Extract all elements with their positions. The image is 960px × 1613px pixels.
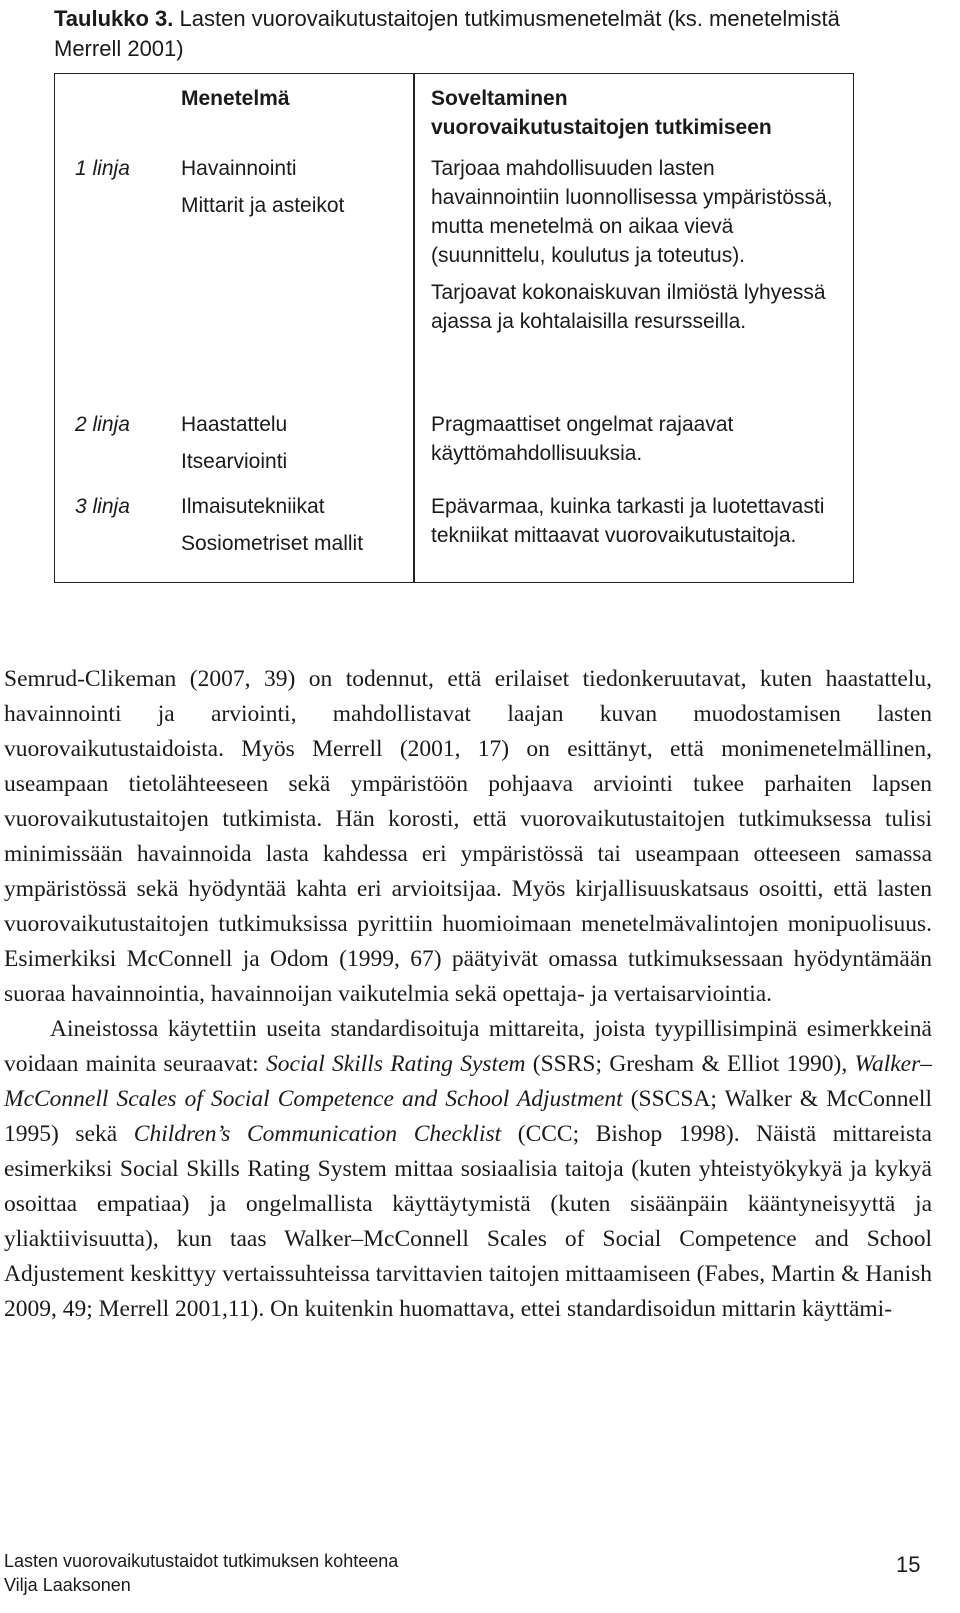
row1-description-1: Tarjoaa mahdollisuuden lasten havainnointiin luonnollisessa ympäristössä, mutta menetelmä on aikaa vievä (suunnittelu, koulutus ja toteutus). [431,157,833,267]
header-application-line1: Soveltaminen [431,87,568,110]
column-divider [413,73,415,583]
row1-descriptions [431,154,841,344]
caption-text: Lasten vuorovaikutustaitojen tutkimusmenetelmät (ks. menetelmistä Merrell 2001) [54,6,840,61]
title-ccc: Children’s Communication Checklist [133,1121,502,1147]
page-footer [4,1549,398,1597]
title-ssrs: Social Skills Rating System [266,1051,526,1077]
footer-author: Vilja Laaksonen [4,1575,131,1595]
row3-methods [181,492,411,558]
row2-methods [181,410,411,476]
header-application [431,84,841,142]
row1-methods [181,154,411,220]
header-application-line2: vuorovaikutustaitojen tutkimiseen [431,116,772,139]
row1-method-2: Mittarit ja asteikot [181,194,345,217]
row2-line-label: 2 linja [75,413,130,436]
row3-descriptions [431,492,841,558]
paragraph-1: Semrud-Clikeman (2007, 39) on todennut, että erilaiset tiedonkeruutavat, kuten haastattelu, havainnointi ja arviointi, mahdollistavat laajan kuvan muodostamisen lasten vuorovaikutustaidoista. Myös Merrell (2001, 17) on esittänyt, että monimenetelmällinen, useampaan tietolähteeseen sekä ympäristöön pohjaava arviointi tukee parhaiten lapsen vuorovaikutustaitojen tutkimista. Hän korosti, että vuorovaikutustaitojen tutkimuksessa tulisi minimissään havainnoida lasta kahdessa eri ympäristössä tai useampaan otteeseen samassa ympäristössä sekä hyödyntää kahta eri arvioitsijaa. Myös kirjallisuuskatsaus osoitti, että lasten vuorovaikutustaitojen tutkimuksissa pyrittiin huomioimaan menetelmävalintojen monipuolisuus. Esimerkiksi McConnell ja Odom (1999, 67) päätyivät omassa tutkimuksessaan hyödyntämään suoraa havainnointia, havainnoijan vaikutelmia sekä opettaja- ja vertaisarviointia. [4,666,932,1007]
row1-description-2: Tarjoavat kokonaiskuvan ilmiöstä lyhyessä ajassa ja kohtalaisilla resursseilla. [431,281,826,333]
footer-title: Lasten vuorovaikutustaidot tutkimuksen kohteena [4,1551,399,1571]
row3-description-1: Epävarmaa, kuinka tarkasti ja luotettavasti tekniikat mittaavat vuorovaikutustaitoja. [431,495,825,547]
row3-method-2: Sosiometriset mallit [181,532,364,555]
row3-line-label: 3 linja [75,495,130,518]
row1-line-label: 1 linja [75,157,130,180]
paragraph-2-part-d: (CCC; Bishop 1998). Näistä mittareista esimerkiksi Social Skills Rating System mittaa sosiaalisia taitoja (kuten yhteistyökykyä ja kykyä osoittaa empatiaa) ja ongelmallista käyttäytymistä (kuten sisäänpäin kääntyneisyyttä ja yliaktiivisuutta), kun taas Walker–McConnell Scales of Social Competence and School Adjustement keskittyy vertaissuhteissa tarvittavien taitojen mittaamiseen (Fabes, Martin & Hanish 2009, 49; Merrell 2001,11). On kuitenkin huomattava, ettei standardisoidun mittarin käyttämi- [4,1121,932,1322]
paragraph-2-part-a: Aineistossa käytettiin useita standardisoituja mittareita, joista tyypillisimpinä esimerkkeinä voidaan mainita seuraavat: [4,1016,932,1077]
row2-description-1: Pragmaattiset ongelmat rajaavat käyttömahdollisuuksia. [431,413,734,465]
paragraph-2 [4,1012,932,1327]
header-method: Menetelmä [181,87,290,110]
row2-descriptions [431,410,841,476]
paragraph-2-part-c: (SSCSA; Walker & McConnell 1995) sekä [4,1086,932,1147]
caption-label: Taulukko 3. [54,6,174,31]
paragraph-2-part-b: (SSRS; Gresham & Elliot 1990), [525,1051,855,1077]
table-caption [54,4,874,64]
row2-method-2: Itsearviointi [181,450,288,473]
title-sscsa: Walker–McConnell Scales of Social Competence and School Adjustment [4,1051,932,1112]
row1-method-1: Havainnointi [181,157,297,180]
methods-table [54,73,854,583]
row3-method-1: Ilmaisutekniikat [181,495,325,518]
page-number: 15 [896,1552,921,1577]
body-text [4,662,932,1327]
row2-method-1: Haastattelu [181,413,288,436]
